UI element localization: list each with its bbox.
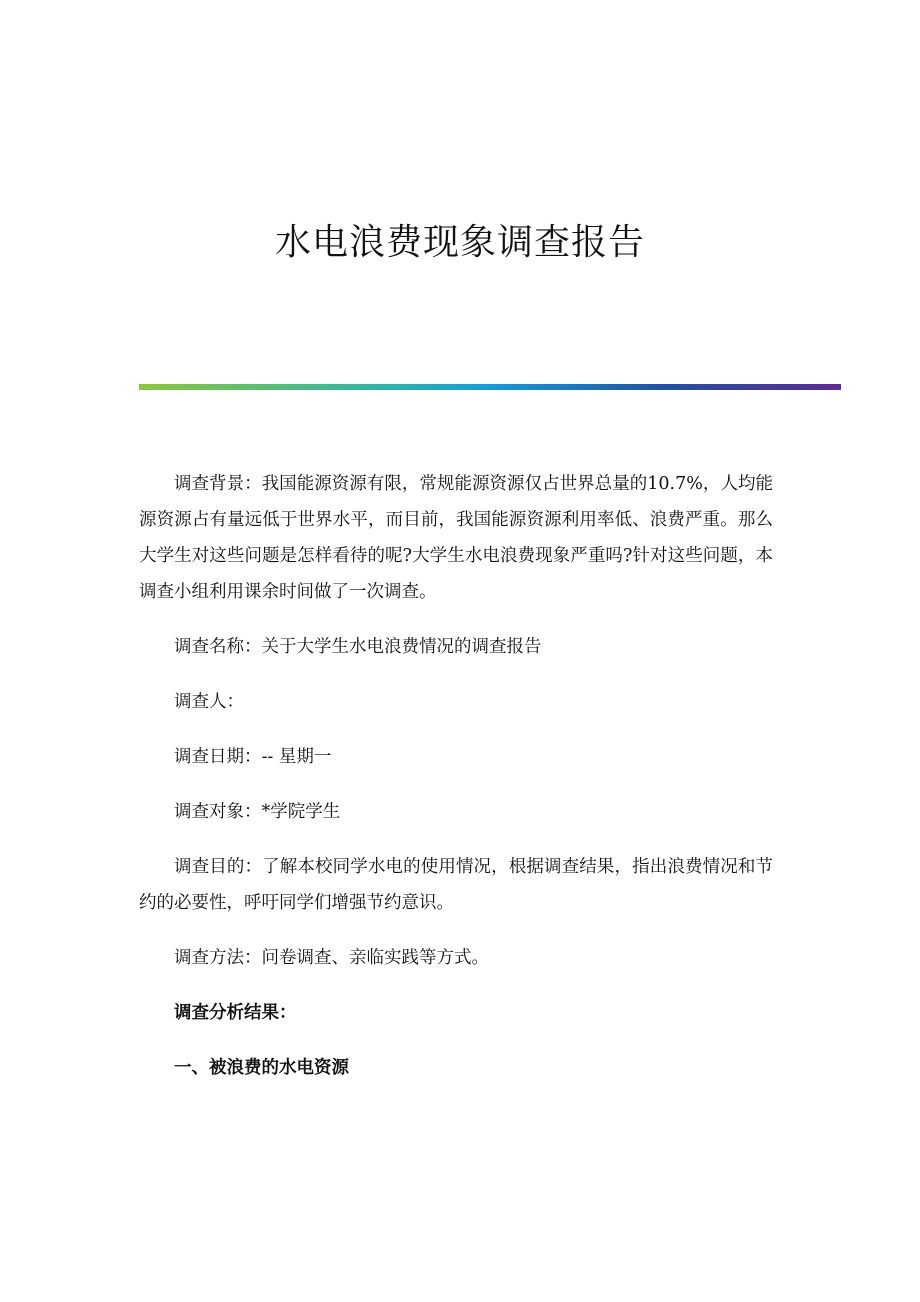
paragraph-survey-target: 调查对象：*学院学生 xyxy=(174,802,341,822)
paragraph-survey-name: 调查名称：关于大学生水电浪费情况的调查报告 xyxy=(174,637,542,657)
paragraph-surveyor: 调查人： xyxy=(174,692,244,712)
paragraph-survey-date: 调查日期：-- 星期一 xyxy=(174,747,332,767)
paragraph-background: 调查背景：我国能源资源有限，常规能源资源仅占世界总量的10.7%，人均能源资源占有量远低于世界水平，而目前，我国能源资源利用率低、浪费严重。那么大学生对这些问题是怎样看待的呢?大学生水电浪费现象严重吗?针对这些问题，本调查小组利用课余时间做了一次调查。 xyxy=(139,474,773,602)
document-body xyxy=(139,466,773,1105)
heading-section-one: 一、被浪费的水电资源 xyxy=(174,1058,349,1078)
paragraph-survey-method: 调查方法：问卷调查、亲临实践等方式。 xyxy=(174,948,489,968)
document-title: 水电浪费现象调查报告 xyxy=(274,222,645,263)
paragraph-survey-purpose: 调查目的：了解本校同学水电的使用情况，根据调查结果，指出浪费情况和节约的必要性，呼吁同学们增强节约意识。 xyxy=(139,857,773,913)
heading-analysis-results: 调查分析结果： xyxy=(174,1003,297,1023)
title-divider xyxy=(139,384,841,390)
